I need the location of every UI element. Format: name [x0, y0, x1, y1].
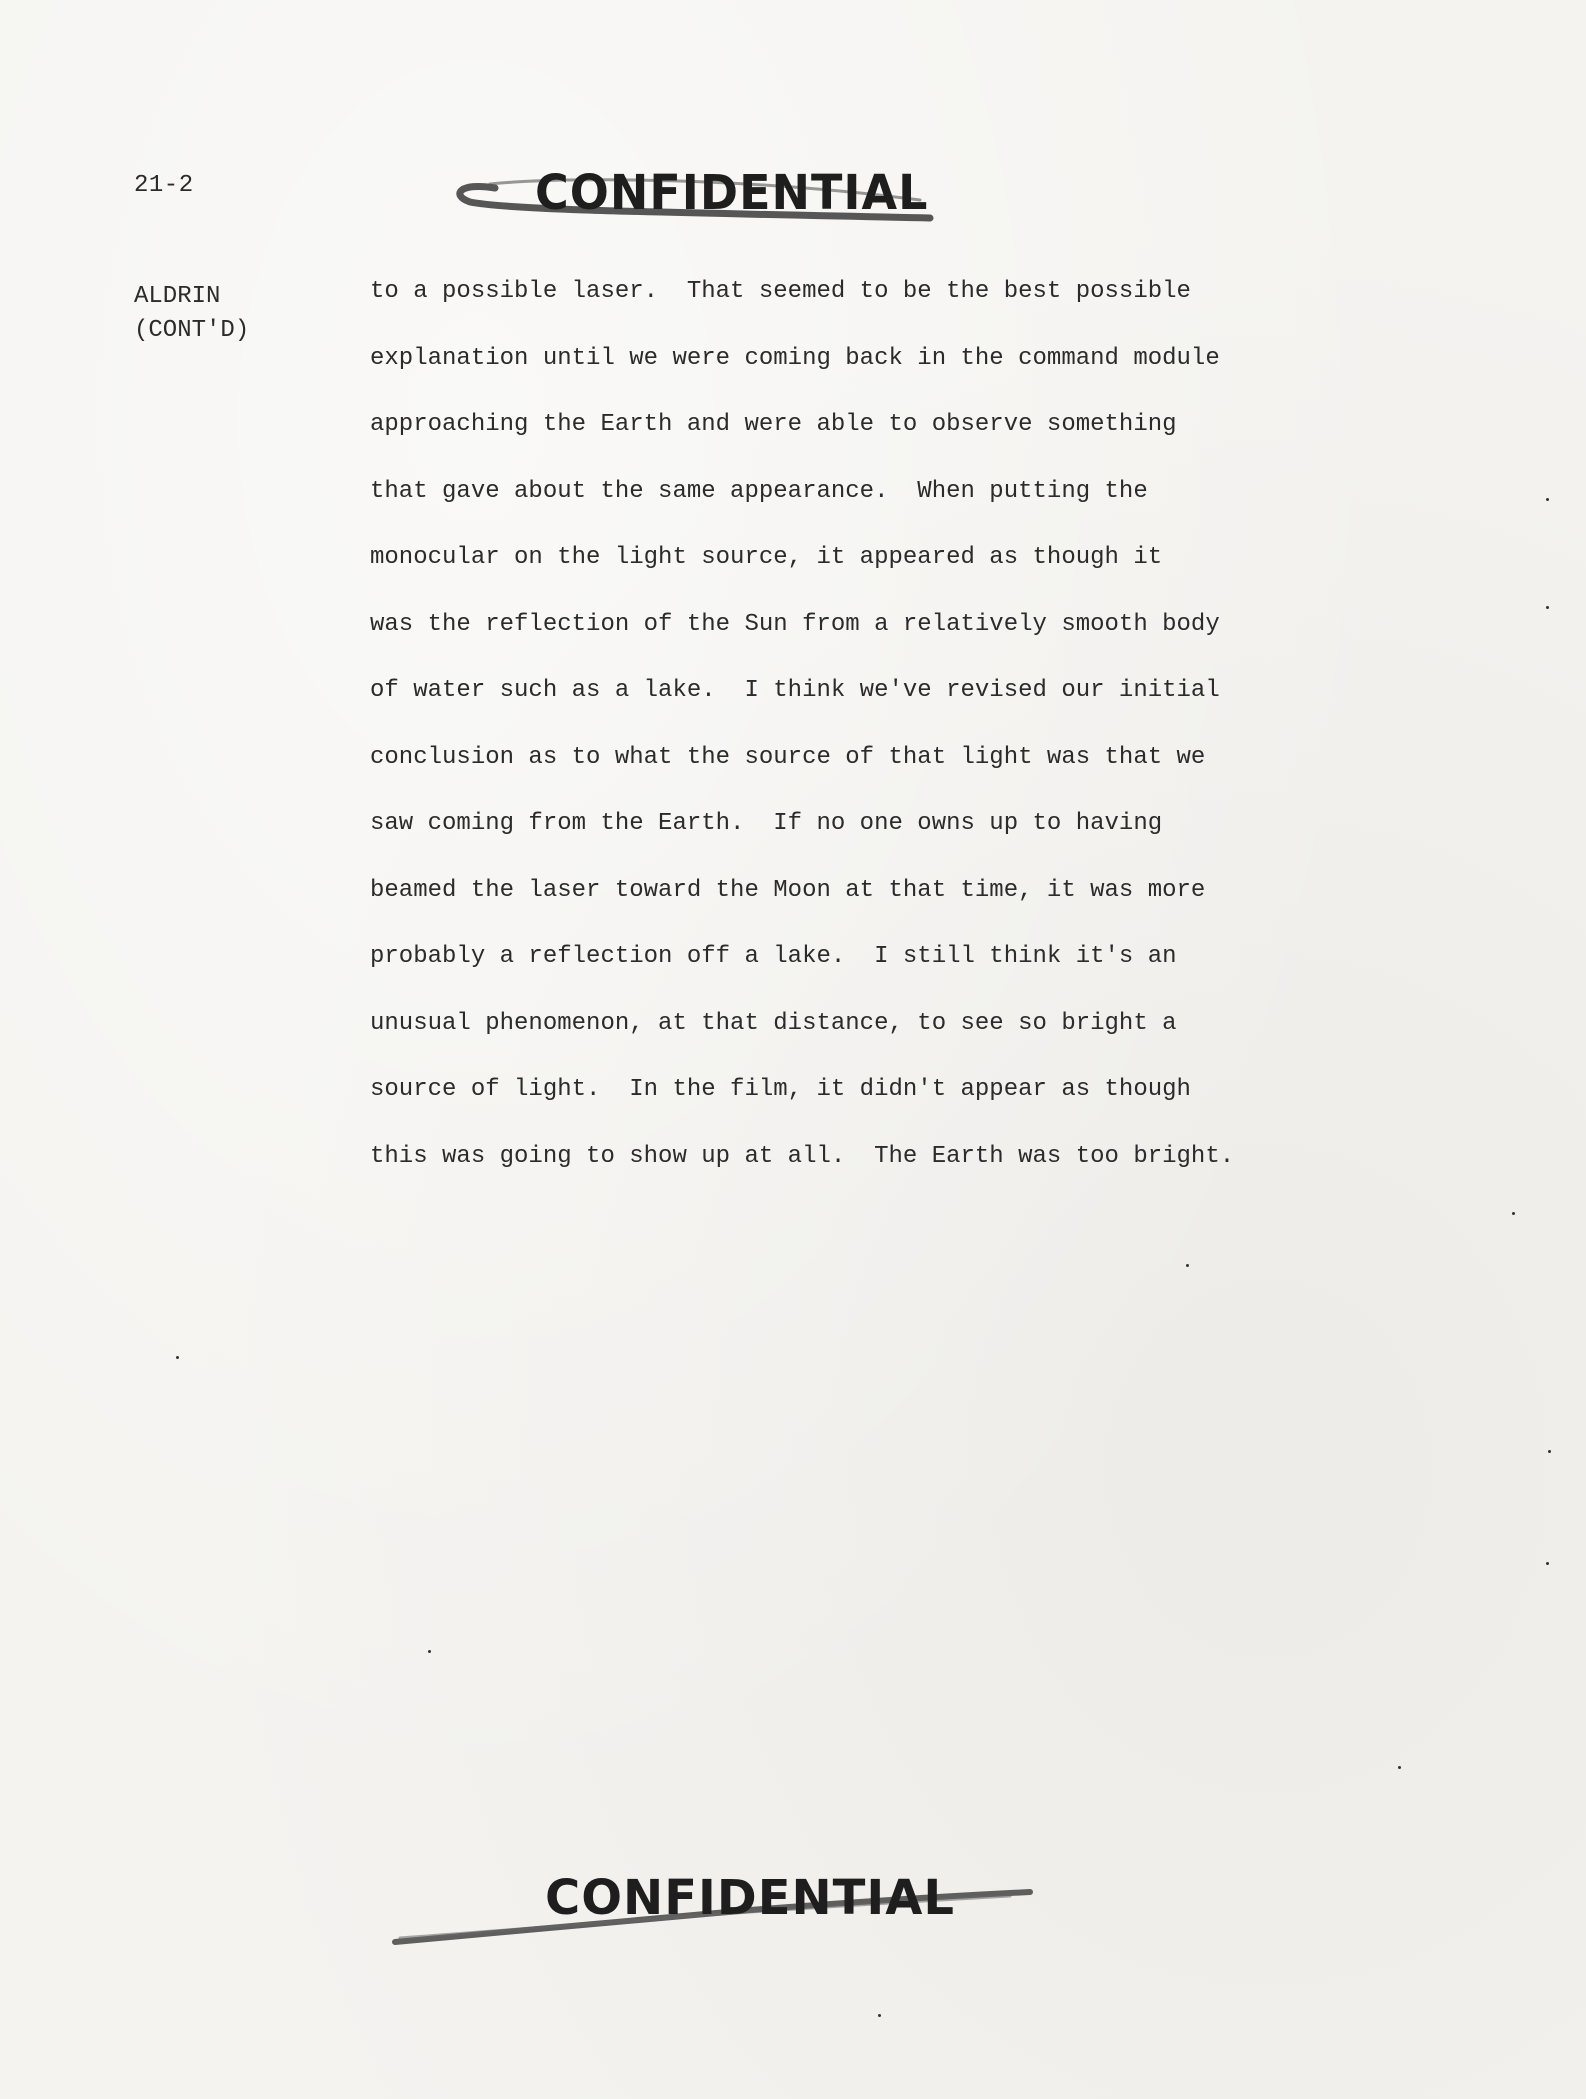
transcript-line: explanation until we were coming back in the command module	[370, 344, 1220, 372]
paper-speck	[1512, 1212, 1515, 1215]
speaker-continued: (CONT'D)	[134, 317, 250, 344]
confidential-stamp-bottom: CONFIDENTIAL	[545, 1870, 955, 1926]
paper-speck	[1186, 1264, 1189, 1267]
page-number: 21-2	[134, 172, 194, 199]
paper-speck	[1398, 1766, 1401, 1769]
paper-speck	[1546, 1562, 1549, 1565]
transcript-line: this was going to show up at all. The Earth was too bright.	[370, 1142, 1235, 1170]
transcript-line: of water such as a lake. I think we've revised our initial	[370, 677, 1220, 704]
transcript-line: source of light. In the film, it didn't appear as though	[370, 1076, 1191, 1103]
transcript-line: to a possible laser. That seemed to be the best possible	[370, 278, 1191, 305]
paper-speck	[878, 2014, 881, 2017]
paper-speck	[1548, 1450, 1551, 1453]
speaker-label	[134, 280, 249, 348]
paper-speck	[176, 1356, 179, 1359]
transcript-line: monocular on the light source, it appeared as though it	[370, 544, 1163, 571]
transcript-line: approaching the Earth and were able to observe something	[370, 411, 1177, 438]
transcript-line: saw coming from the Earth. If no one owns up to having	[370, 810, 1163, 837]
transcript-line: probably a reflection off a lake. I still think it's an	[370, 943, 1177, 970]
transcript-line: was the reflection of the Sun from a relatively smooth body	[370, 610, 1220, 638]
transcript-line: beamed the laser toward the Moon at that time, it was more	[370, 876, 1206, 904]
confidential-stamp-top: CONFIDENTIAL	[535, 163, 929, 221]
paper-speck	[1546, 606, 1549, 609]
transcript-line: conclusion as to what the source of that light was that we	[370, 743, 1206, 771]
transcript-line: unusual phenomenon, at that distance, to see so bright a	[370, 1009, 1177, 1037]
transcript-line: that gave about the same appearance. When putting the	[370, 477, 1148, 505]
paper-speck	[1546, 498, 1549, 501]
speaker-name: ALDRIN	[134, 283, 221, 310]
transcript-body	[370, 272, 1370, 1203]
paper-speck	[428, 1650, 431, 1653]
